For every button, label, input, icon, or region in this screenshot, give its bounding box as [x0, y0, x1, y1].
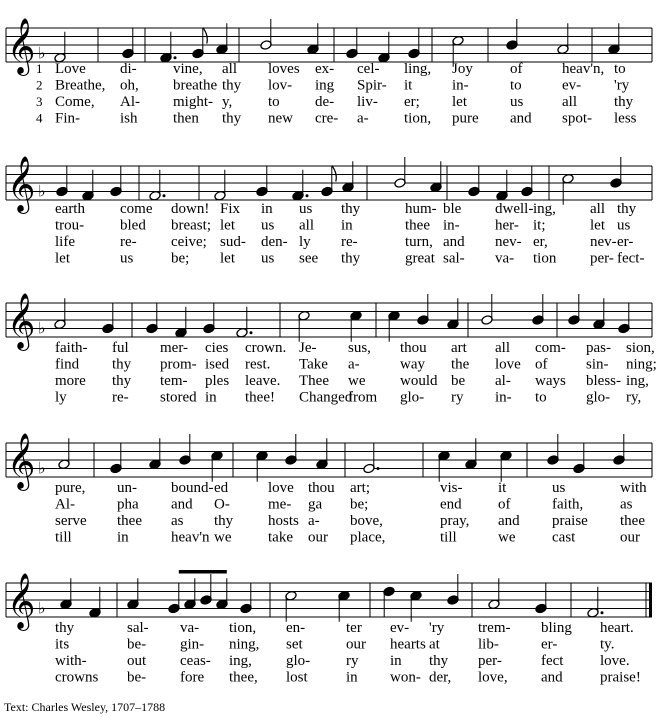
- lyric-syllable: ing,: [626, 373, 649, 389]
- lyric-syllable: breathe: [173, 77, 218, 94]
- lyric-syllable: 'ry: [614, 77, 630, 94]
- lyric-syllable: ex-: [315, 61, 335, 77]
- flat-sign-icon: ♭: [38, 181, 46, 201]
- lyric-syllable: a-: [357, 110, 369, 127]
- lyric-syllable: Je-: [299, 340, 317, 356]
- lyric-syllable: and: [171, 496, 193, 513]
- lyric-syllable: fect: [541, 653, 564, 669]
- lyric-syllable: de-: [315, 94, 335, 110]
- lyric-syllable: in-: [443, 217, 460, 234]
- lyric-syllable: Take: [299, 356, 328, 373]
- lyric-syllable: en-: [286, 620, 306, 636]
- lyric-syllable: praise!: [600, 669, 641, 686]
- lyric-syllable: bound-: [171, 480, 214, 496]
- lyric-syllable: cast: [552, 529, 576, 546]
- lyric-syllable: me-: [268, 496, 292, 513]
- lyric-syllable: love,: [478, 669, 508, 686]
- lyric-syllable: gin-: [180, 636, 205, 653]
- lyric-syllable: heav'n,: [562, 61, 605, 77]
- lyric-syllable: al-: [495, 373, 511, 389]
- lyric-syllable: out: [127, 653, 147, 669]
- lyric-syllable: earth: [55, 201, 85, 217]
- lyric-syllable: it: [404, 77, 413, 94]
- lyric-syllable: thee: [405, 217, 430, 234]
- lyric-syllable: set: [286, 636, 303, 653]
- lyric-syllable: er-: [617, 234, 634, 250]
- lyric-syllable: heav'n: [171, 529, 210, 546]
- flat-sign-icon: ♭: [38, 598, 46, 618]
- lyric-syllable: us: [120, 250, 134, 267]
- lyric-syllable: tion,: [404, 110, 432, 127]
- lyric-syllable: Changed: [299, 389, 353, 406]
- lyric-syllable: let: [220, 250, 235, 267]
- lyric-syllable: us: [617, 217, 631, 234]
- lyric-syllable: all: [495, 340, 510, 356]
- lyric-syllable: and: [541, 669, 563, 686]
- lyric-syllable: bling: [541, 620, 572, 636]
- lyric-syllable: place,: [350, 529, 386, 546]
- lyric-syllable: life: [55, 234, 75, 250]
- lyric-syllable: thy: [614, 94, 634, 110]
- lyric-syllable: faith,: [552, 496, 584, 513]
- lyric-syllable: down!: [171, 201, 210, 217]
- lyric-syllable: more: [55, 373, 86, 389]
- lyric-syllable: tion: [533, 250, 557, 267]
- lyric-syllable: ish: [120, 110, 138, 127]
- lyric-syllable: re-: [120, 234, 137, 250]
- lyric-syllable: way: [400, 356, 425, 373]
- lyric-syllable: come: [120, 201, 153, 217]
- lyric-syllable: then: [173, 110, 199, 127]
- treble-clef-icon: 𝄞: [7, 293, 36, 349]
- lyric-syllable: be-: [127, 669, 147, 686]
- lyric-syllable: let: [55, 250, 70, 267]
- lyric-syllable: her-: [495, 217, 519, 234]
- lyric-syllable: as: [171, 513, 184, 529]
- lyric-syllable: the: [451, 356, 470, 373]
- lyric-syllable: less: [614, 110, 637, 127]
- lyric-syllable: trou-: [55, 217, 85, 234]
- flat-sign-icon: ♭: [38, 318, 46, 338]
- lyric-syllable: ble: [443, 201, 462, 217]
- lyric-syllable: love: [268, 480, 294, 496]
- lyric-syllable: with-: [55, 653, 87, 669]
- lyric-syllable: in: [261, 201, 273, 217]
- lyric-syllable: ed: [214, 480, 229, 496]
- lyric-syllable: at: [429, 636, 440, 653]
- lyric-syllable: thou: [308, 480, 335, 496]
- lyric-syllable: Joy: [452, 61, 473, 77]
- lyric-syllable: hum-: [405, 201, 437, 217]
- lyric-syllable: Love: [55, 61, 86, 77]
- lyric-syllable: rest.: [245, 356, 271, 373]
- lyric-syllable: thy: [429, 653, 449, 669]
- lyric-syllable: loves: [268, 61, 300, 77]
- lyric-syllable: we: [348, 373, 366, 389]
- lyric-syllable: re-: [341, 234, 358, 250]
- lyric-syllable: we: [214, 529, 232, 546]
- lyric-syllable: thee!: [245, 389, 275, 406]
- lyric-syllable: sus,: [348, 340, 371, 356]
- lyric-syllable: Spir-: [357, 77, 387, 94]
- lyric-syllable: to: [268, 94, 280, 110]
- lyric-syllable: be;: [171, 250, 190, 267]
- lyric-syllable: ceas-: [180, 653, 211, 669]
- lyric-syllable: spot-: [562, 110, 592, 127]
- lyric-syllable: trem-: [478, 620, 511, 636]
- lyric-syllable: of: [498, 496, 511, 513]
- lyric-syllable: to: [614, 61, 626, 77]
- lyric-syllable: art: [451, 340, 467, 356]
- lyric-syllable: from: [348, 389, 378, 406]
- lyric-syllable: sud-: [220, 234, 246, 250]
- lyric-syllable: va-: [180, 620, 200, 636]
- lyric-syllable: ly: [299, 234, 311, 250]
- lyric-syllable: ful: [112, 340, 129, 356]
- lyric-syllable: thy: [341, 250, 361, 267]
- lyric-syllable: oh,: [120, 77, 139, 94]
- lyric-syllable: mer-: [160, 340, 189, 356]
- lyric-syllable: in-: [495, 389, 512, 406]
- lyric-syllable: sal-: [127, 620, 149, 636]
- lyric-syllable: be-: [127, 636, 147, 653]
- lyric-syllable: let: [220, 217, 235, 234]
- lyric-syllable: be;: [350, 496, 369, 513]
- lyric-syllable: our: [620, 529, 640, 546]
- lyric-syllable: ning;: [626, 356, 657, 373]
- lyric-syllable: fect-: [617, 250, 645, 267]
- lyric-syllable: end: [440, 496, 462, 513]
- lyric-syllable: us: [261, 250, 275, 267]
- lyric-syllable: O-: [214, 496, 230, 513]
- lyric-syllable: er;: [404, 94, 420, 110]
- lyric-syllable: art;: [350, 480, 370, 496]
- lyric-syllable: va-: [495, 250, 515, 267]
- lyric-syllable: stored: [160, 389, 197, 406]
- lyric-syllable: cel-: [357, 61, 380, 77]
- lyric-syllable: Breathe,: [55, 77, 106, 94]
- lyric-syllable: liv-: [357, 94, 378, 110]
- lyric-syllable: pure,: [55, 480, 86, 496]
- lyric-syllable: ry: [346, 653, 359, 669]
- lyric-syllable: turn,: [405, 234, 433, 250]
- lyric-syllable: ry: [451, 389, 464, 406]
- lyric-syllable: of: [510, 61, 523, 77]
- lyric-syllable: ning,: [229, 636, 260, 653]
- lyric-syllable: ling,: [404, 61, 432, 77]
- augmentation-dot: [306, 194, 309, 197]
- lyric-syllable: faith-: [55, 340, 88, 356]
- lyric-syllable: bless-: [586, 373, 621, 389]
- lyric-syllable: till: [55, 529, 72, 546]
- lyric-syllable: er-: [541, 636, 558, 653]
- lyric-syllable: would: [400, 373, 438, 389]
- lyric-syllable: its: [55, 636, 70, 653]
- lyric-syllable: us: [552, 480, 566, 496]
- lyric-syllable: pray,: [440, 513, 470, 529]
- lyric-syllable: nev-: [590, 234, 617, 250]
- lyric-syllable: bled: [120, 217, 146, 234]
- lyric-syllable: ev-: [390, 620, 410, 636]
- lyric-syllable: sion,: [626, 340, 655, 356]
- lyric-syllable: all: [562, 94, 577, 110]
- lyric-syllable: ing,: [229, 653, 252, 669]
- lyric-syllable: tion,: [229, 620, 257, 636]
- lyric-syllable: er,: [533, 234, 548, 250]
- lyric-syllable: pha: [117, 496, 139, 513]
- lyric-syllable: thou: [400, 340, 427, 356]
- lyric-syllable: serve: [55, 513, 87, 529]
- lyric-syllable: thy: [222, 77, 242, 94]
- lyric-syllable: thy: [112, 373, 132, 389]
- lyric-syllable: our: [308, 529, 328, 546]
- treble-clef-icon: 𝄞: [7, 156, 36, 212]
- lyric-syllable: pas-: [586, 340, 611, 356]
- verse-number: 2: [36, 77, 43, 93]
- lyric-syllable: Come,: [55, 94, 95, 110]
- lyric-syllable: Fix: [220, 201, 241, 217]
- augmentation-dot: [250, 331, 253, 334]
- lyric-syllable: thy: [55, 620, 75, 636]
- verse-number: 3: [36, 94, 43, 109]
- lyric-syllable: pure: [452, 110, 479, 127]
- lyric-syllable: and: [510, 110, 532, 127]
- lyric-syllable: re-: [112, 389, 129, 406]
- lyric-syllable: it;: [533, 217, 546, 234]
- augmentation-dot: [163, 194, 166, 197]
- lyric-syllable: all: [222, 61, 237, 77]
- augmentation-dot: [174, 56, 177, 59]
- lyric-syllable: to: [535, 389, 547, 406]
- lyric-syllable: a-: [308, 513, 320, 529]
- lyric-syllable: der,: [429, 669, 452, 686]
- text-credit: Text: Charles Wesley, 1707–1788: [4, 700, 166, 714]
- lyric-syllable: den-: [261, 234, 288, 250]
- lyric-syllable: lov-: [268, 77, 293, 94]
- lyric-syllable: in: [205, 389, 217, 406]
- lyric-syllable: prom-: [160, 356, 197, 373]
- lyric-syllable: per-: [478, 653, 502, 669]
- note-beam: [179, 570, 227, 574]
- lyric-syllable: hosts: [268, 513, 299, 529]
- lyric-syllable: in-: [452, 77, 469, 94]
- flat-sign-icon: ♭: [38, 458, 46, 478]
- lyric-syllable: ga: [308, 496, 323, 513]
- lyric-syllable: it: [498, 480, 507, 496]
- flat-sign-icon: ♭: [38, 43, 46, 63]
- lyric-syllable: glo-: [586, 389, 611, 406]
- lyric-syllable: thy: [341, 201, 361, 217]
- lyric-syllable: praise: [552, 513, 588, 529]
- lyric-syllable: be: [451, 373, 466, 389]
- lyric-syllable: ev-: [562, 77, 582, 94]
- lyric-syllable: nev-: [495, 234, 522, 250]
- lyric-syllable: hearts: [390, 636, 426, 653]
- lyric-syllable: com-: [535, 340, 566, 356]
- lyric-syllable: might-: [173, 94, 213, 110]
- lyric-syllable: us: [261, 217, 275, 234]
- lyric-syllable: thy: [222, 110, 242, 127]
- lyric-syllable: breast;: [171, 217, 211, 234]
- lyric-syllable: crowns: [55, 669, 99, 686]
- lyric-syllable: ry,: [626, 389, 642, 406]
- lyric-syllable: tem-: [160, 373, 188, 389]
- lyric-syllable: glo-: [400, 389, 425, 406]
- lyric-syllable: in: [117, 529, 129, 546]
- lyric-syllable: and: [498, 513, 520, 529]
- lyric-syllable: us: [299, 201, 313, 217]
- lyric-syllable: ples: [205, 373, 230, 389]
- treble-clef-icon: 𝄞: [7, 18, 36, 74]
- lyric-syllable: thee: [117, 513, 142, 529]
- lyric-syllable: lost: [286, 669, 308, 686]
- lyric-syllable: cies: [205, 340, 229, 356]
- lyric-syllable: sin-: [586, 356, 609, 373]
- lyric-syllable: vis-: [440, 480, 463, 496]
- lyric-syllable: thee,: [229, 669, 258, 686]
- verse-number: 4: [36, 110, 43, 126]
- lyric-syllable: ty.: [600, 636, 615, 653]
- lyric-syllable: heart.: [600, 620, 634, 636]
- lyric-syllable: crown.: [245, 340, 287, 356]
- note-flag: [203, 28, 208, 44]
- augmentation-dot: [601, 611, 604, 614]
- lyric-syllable: with: [620, 480, 647, 496]
- lyric-syllable: as: [620, 496, 633, 513]
- treble-clef-icon: 𝄞: [7, 433, 36, 489]
- lyric-syllable: see: [299, 250, 319, 267]
- treble-clef-icon: 𝄞: [7, 573, 36, 629]
- lyric-syllable: till: [440, 529, 457, 546]
- verse-number: 1: [36, 61, 43, 76]
- lyric-syllable: in: [341, 217, 353, 234]
- lyric-syllable: let: [590, 217, 605, 234]
- lyric-syllable: love: [495, 356, 521, 373]
- lyric-syllable: thy: [617, 201, 637, 217]
- lyric-syllable: and: [443, 234, 465, 250]
- lyric-syllable: y,: [222, 94, 233, 110]
- lyric-syllable: fore: [180, 669, 205, 686]
- lyric-syllable: of: [535, 356, 548, 373]
- lyric-syllable: let: [452, 94, 467, 110]
- lyric-syllable: bove,: [350, 513, 383, 529]
- lyric-syllable: ly: [55, 389, 67, 406]
- lyric-syllable: un-: [117, 480, 137, 496]
- lyric-syllable: Fin-: [55, 110, 81, 127]
- lyric-syllable: great: [405, 250, 435, 267]
- lyric-syllable: ter: [346, 620, 362, 636]
- augmentation-dot: [377, 467, 380, 470]
- lyric-syllable: Al-: [55, 496, 75, 513]
- lyric-syllable: new: [268, 110, 293, 127]
- lyric-syllable: a-: [348, 356, 360, 373]
- lyric-syllable: love.: [600, 653, 630, 669]
- lyric-syllable: lib-: [478, 636, 499, 653]
- lyric-syllable: in: [346, 669, 358, 686]
- final-barline: [649, 583, 652, 617]
- lyric-syllable: find: [55, 356, 80, 373]
- lyric-syllable: ing,: [533, 201, 556, 217]
- note-flag: [332, 166, 337, 182]
- lyric-syllable: per-: [590, 250, 614, 267]
- lyric-syllable: we: [498, 529, 516, 546]
- lyric-syllable: all: [590, 201, 605, 217]
- lyric-syllable: Thee: [299, 373, 329, 389]
- lyric-syllable: sal-: [443, 250, 465, 267]
- lyric-syllable: leave.: [245, 373, 281, 389]
- lyric-syllable: won-: [390, 669, 421, 686]
- lyric-syllable: thy: [112, 356, 132, 373]
- lyric-syllable: to: [510, 77, 522, 94]
- lyric-syllable: ised: [205, 356, 230, 373]
- lyric-syllable: glo-: [286, 653, 311, 669]
- lyric-syllable: take: [268, 529, 293, 546]
- lyric-syllable: thee: [620, 513, 645, 529]
- lyric-syllable: thy: [214, 513, 234, 529]
- lyric-syllable: us: [510, 94, 524, 110]
- lyric-syllable: di-: [120, 61, 137, 77]
- lyric-syllable: vine,: [173, 61, 203, 77]
- lyric-syllable: Al-: [120, 94, 140, 110]
- lyric-syllable: ing: [315, 77, 335, 94]
- lyric-syllable: our: [346, 636, 366, 653]
- lyric-syllable: dwell-: [495, 201, 534, 217]
- lyric-syllable: ceive;: [171, 234, 207, 250]
- lyric-syllable: ways: [535, 373, 566, 389]
- lyric-syllable: 'ry: [429, 620, 445, 636]
- lyric-syllable: in: [390, 653, 402, 669]
- lyric-syllable: cre-: [315, 110, 339, 127]
- lyric-syllable: all: [299, 217, 314, 234]
